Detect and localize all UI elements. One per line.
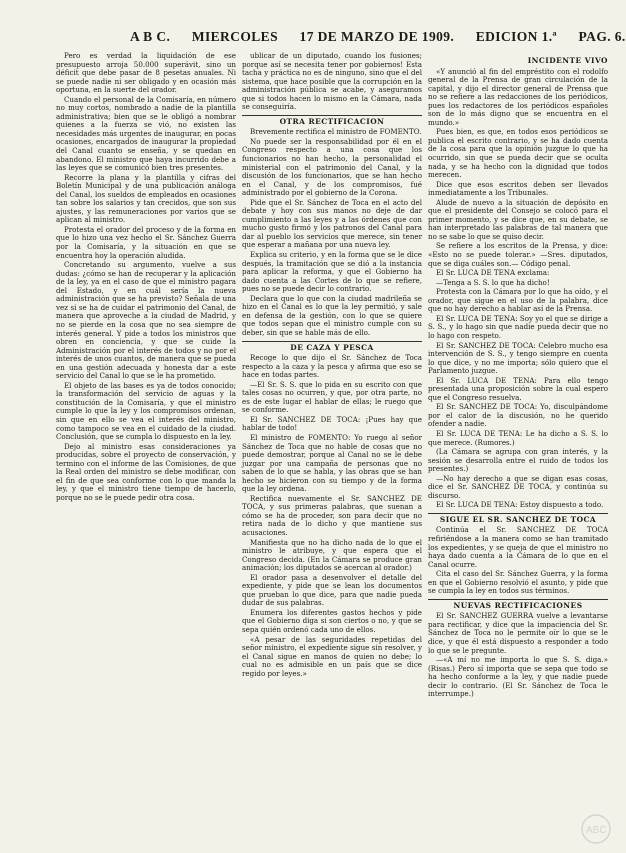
section-heading: INCIDENTE VIVO xyxy=(527,56,608,65)
watermark-stamp xyxy=(558,805,618,845)
masthead-day: MIERCOLES xyxy=(191,29,278,44)
paragraph: Enumera los diferentes gastos hechos y pide que el Gobierno diga si son ciertos o no, y que se sepa quién ordenó cada uno de ellos. xyxy=(242,607,422,634)
paragraph: El objeto de las bases es ya de todos conocido; la transformación del servicio de aguas y la constitución de la Comisaría, y que el ministro cumple lo que la ley y los compromisos ordenan, sin que en ello se vea el interés del ministro, como tampoco se vea en el cuidado de la ciudad. Conclusión, que se cumpla lo dispuesto en la ley. xyxy=(56,380,236,442)
paragraph: El orador pasa a desenvolver el detalle del expediente, y pide que se lean los documentos que prueban lo que dice, para que nadie pueda dudar de sus palabras. xyxy=(242,572,422,608)
section-heading: NUEVAS RECTIFICACIONES xyxy=(428,599,608,611)
paragraph: El Sr. SANCHEZ DE TOCA: ¡Pues hay que hablar de todo! xyxy=(242,414,422,433)
paragraph: El Sr. LUCA DE TENA: Le ha dicho a S. S. lo que merece. (Rumores.) xyxy=(428,428,608,447)
paragraph: Protesta con la Cámara por lo que ha oído, y el orador, que sigue en el uso de la palabra, dice que no hay derecho a hablar así de la Prensa. xyxy=(428,287,608,314)
paragraph: «A pesar de las seguridades repetidas del señor ministro, el expediente sigue sin resolver, y el Canal sigue en manos de quien no debe; lo cual no es admisible en un país que se dice regido por leyes.» xyxy=(242,634,422,678)
paragraph: (La Cámara se agrupa con gran interés, y la sesión se desarrolla entre el ruido de todos los presentes.) xyxy=(428,447,608,474)
section-heading: DE CAZA Y PESCA xyxy=(242,341,422,353)
paragraph: El Sr. LUCA DE TENA: Soy yo el que se dirige a S. S., y lo hago sin que nadie pueda decir que no lo hago con respeto. xyxy=(428,313,608,340)
paragraph: Concretando su argumento, vuelve a sus dudas: ¿cómo se han de recuperar y la aplicación de la ley, ya en el caso de que el ministro pagara del Estado, y en cuál sería la nueva administración que se ha previsto? Señala de una vez si se ha de cuidar el patrimonio del Canal, de manera que aproveche a la ciudad de Madrid, y no se pierde en la cosa que no sea siempre de interés general. Y pide a todos los ministros que obren en conciencia, y que se cuide la Administración por el interés de todos y no por el interés de unos cuantos, de manera que se pueda en una gestión adecuada y honesta dar a este servicio del Canal lo que se le ha prometido. xyxy=(56,260,236,381)
paragraph: —«A mí no me importa lo que S. S. diga.» (Risas.) Pero sí importa que se sepa que todo se ha hecho conforme a la ley, y que nadie puede decir lo contrario. (El Sr. Sánchez de Toca le interrumpe.) xyxy=(428,655,608,699)
paragraph: Cuando el personal de la Comisaría, en número no muy cortos, nombrado a nadie de la plantilla administrativa; bien que se le obligó a nombrar quienes a la fuerza se vió, no existen las necesidades más urgentes de inaugurar, en pocas ocasiones, encargados de inaugurar la propiedad del Canal cuanto se enseña, y se quedan en abandono. El ministro que haya incurrido debe a las leyes que se comunicó bien tres presentes. xyxy=(56,94,236,173)
paragraph: Manifiesta que no ha dicho nada de lo que el ministro le atribuye, y que espera que el Congreso decida. (En la Cámara se produce gran animación; los diputados se acercan al orador.) xyxy=(242,537,422,573)
paragraph: —No hay derecho a que se digan esas cosas, dice el Sr. SANCHEZ DE TOCA, y continúa su discurso. xyxy=(428,473,608,500)
paragraph: Pues bien, es que, en todos esos periódicos se publica el escrito contrario, y se ha dado cuenta de la cosa para que la opinión juzgue lo que ha ocurrido, sin que se pueda decir que se oculta nada, y se ha hecho con la dignidad que todos merecen. xyxy=(428,127,608,180)
paragraph: El Sr. LUCA DE TENA exclama: xyxy=(436,268,550,278)
masthead xyxy=(130,29,626,49)
paragraph: Pide que el Sr. Sánchez de Toca en el acto del debate y hoy con sus manos no deje de dar cumplimiento a las leyes y a las órdenes que con mucho gusto firmó y los patronos del Canal para dar al pueblo los servicios que merece, sin tener que esperar a mañana por una nueva ley. xyxy=(242,197,422,250)
paragraph: Cita el caso del Sr. Sánchez Guerra, y la forma en que el Gobierno resolvió el asunto, y pide que se cumpla la ley en todos sus términos. xyxy=(428,569,608,596)
paragraph: Dice que esos escritos deben ser llevados inmediatamente a los Tribunales. xyxy=(428,179,608,198)
paragraph: Dejo al ministro esas consideraciones ya producidas, sobre el proyecto de conservación, y termino con el informe de las Comisiones, de que la Real orden del ministro se debe modificar, con el fin de que sea conforme con lo que manda la ley, y que el ministro tiene tiempo de hacerlo, porque no se le puede pedir otra cosa. xyxy=(56,441,236,502)
watermark-text: ABC xyxy=(586,825,607,836)
paragraph: Continúa el Sr. SANCHEZ DE TOCA refiriéndose a la manera como se han tramitado los expedientes, y se queja de que el ministro no haya dado cuenta a la Cámara de lo que en el Canal ocurre. xyxy=(428,525,608,569)
paragraph: Rectifica nuevamente el Sr. SANCHEZ DE TOCA, y sus primeras palabras, que suenan a cómo se ha de proceder, son para decir que no retira nada de lo dicho y que mantiene sus acusaciones. xyxy=(242,493,422,537)
paragraph: El Sr. SANCHEZ GUERRA vuelve a levantarse para rectificar, y dice que la impaciencia del Sr. Sánchez de Toca no le permite oír lo que se le dice, y que él está dispuesto a responder a todo lo que se le pregunte. xyxy=(428,611,608,655)
paragraph: Se refiere a los escritos de la Prensa, y dice: «Esto no se puede tolerar.» —Sres. diputados, que se diga cuáles son.— Código penal. xyxy=(428,241,608,268)
masthead-edition: EDICION 1.ª xyxy=(475,29,557,44)
masthead-paper: A B C. xyxy=(130,29,171,44)
paragraph: No puede ser la responsabilidad por él en el Congreso respecto a una cosa que los funcionarios no han hecho, la personalidad el ministerial con el patrimonio del Canal, y la discusión de los funcionarios, que se han hecho en el Canal, y de los compromisos, fué administrado por el gobierno de la Corona. xyxy=(242,136,422,198)
paragraph: El Sr. LUCA DE TENA: Para ello tengo presentada una proposición sobre la cual espero que el Congreso resuelva. xyxy=(428,375,608,402)
section-heading: OTRA RECTIFICACION xyxy=(242,115,422,127)
columns xyxy=(56,52,612,842)
column-3 xyxy=(428,52,608,842)
paragraph: Protesta el orador del proceso y de la forma en que lo hizo una vez hecho el Sr. Sánchez Guerra por la Comisaría, y la situación en que se encuentra hoy la operación aludida. xyxy=(56,224,236,260)
paragraph: Declara que lo que con la ciudad madrileña se hizo en el Canal es lo que la ley permitió, y sale en defensa de la gestión, con lo que se quiere que todos sepan que el ministro cumple con su deber, sin que se hable más de ello. xyxy=(242,293,422,337)
column-1 xyxy=(56,52,236,842)
paragraph: «Y anunció al fin del empréstito con el rodolfo general de la Prensa de gran circulación de la capital, y dijo el director general de Prensa que no se refiere a las redacciones de los periódicos, pues los redactores de los periódicos españoles son de lo más digno que se encuentra en el mundo.» xyxy=(428,66,608,127)
paragraph: ublicar de un diputado, cuando los fusiones; porque así se necesita tener por gobiernos! Esta tacha y práctica no es de ninguno, sino que el del sistema, que hace posible que la corrupción en la administración pública se acabe, y aseguramos que si todos hacen lo mismo en la Cámara, nada se conseguiría. xyxy=(242,51,422,112)
paragraph: El ministro de FOMENTO: Yo ruego al señor Sánchez de Toca que no hable de cosas que no puede demostrar, porque al Canal no se le debe juzgar por una campaña de personas que no saben de lo que se habla, y las obras que se han hecho se hicieron con su tiempo y de la forma que la ley ordena. xyxy=(242,432,422,494)
masthead-page: PAG. 6. xyxy=(578,29,626,44)
paragraph: El Sr. SANCHEZ DE TOCA: Yo, disculpándome por el calor de la discusión, no he querido ofender a nadie. xyxy=(428,402,608,429)
paragraph: Alude de nuevo a la situación de depósito en que el presidente del Consejo se colocó para el primer momento, y se dice que, en su debate, se han interpretado las palabras de tal manera que no se sabe lo que se quiso decir. xyxy=(428,197,608,241)
paragraph: El Sr. LUCA DE TENA: Estoy dispuesto a todo. xyxy=(436,500,604,510)
masthead-date: 17 DE MARZO DE 1909. xyxy=(299,29,455,44)
paragraph: Pero es verdad la liquidación de ese presupuesto arroja 50.000 superávit, sino un déficit que debe pasar de 8 pesetas anuales. Ni se puede nadie ni ser obligado y en ocasión más oportuna, en la suerte del orador. xyxy=(56,51,236,95)
paragraph: Recoge lo que dijo el Sr. Sánchez de Toca respecto a la caza y la pesca y afirma que eso se hace en todas partes. xyxy=(242,353,422,380)
paragraph: Brevemente rectifica el ministro de FOMENTO. xyxy=(250,127,422,137)
section-heading: SIGUE EL SR. SANCHEZ DE TOCA xyxy=(428,513,608,525)
paragraph: —El Sr. S. S. que lo pida en su escrito con que tales cosas no ocurren, y que, por otra parte, no es de este lugar el hablar de ellas; le ruego que se conforme. xyxy=(242,379,422,415)
paragraph: Explica su criterio, y en la forma que se le dice después, la tramitación que se dió a la instancia para aplicar la reforma, y que el Gobierno ha dado cuenta a las Cortes de lo que se refiere, pues no se puede decir lo contrario. xyxy=(242,250,422,294)
paragraph: Recorre la plana y la plantilla y cifras del Boletín Municipal y de una publicación análoga del Canal, los sueldos de empleados en ocasiones tan sobre los salarios y tan crecidos, que son sus ajustes, y las remuneraciones por varios que se aplican al ministro. xyxy=(56,172,236,225)
paragraph: —Tenga a S. S. lo que ha dicho! xyxy=(436,277,550,287)
paragraph: El Sr. SANCHEZ DE TOCA: Celebro mucho esa intervención de S. S., y tengo siempre en cuenta lo que dice, y no me importa; sólo quiero que el Parlamento juzgue. xyxy=(428,340,608,376)
column-2 xyxy=(242,52,422,842)
